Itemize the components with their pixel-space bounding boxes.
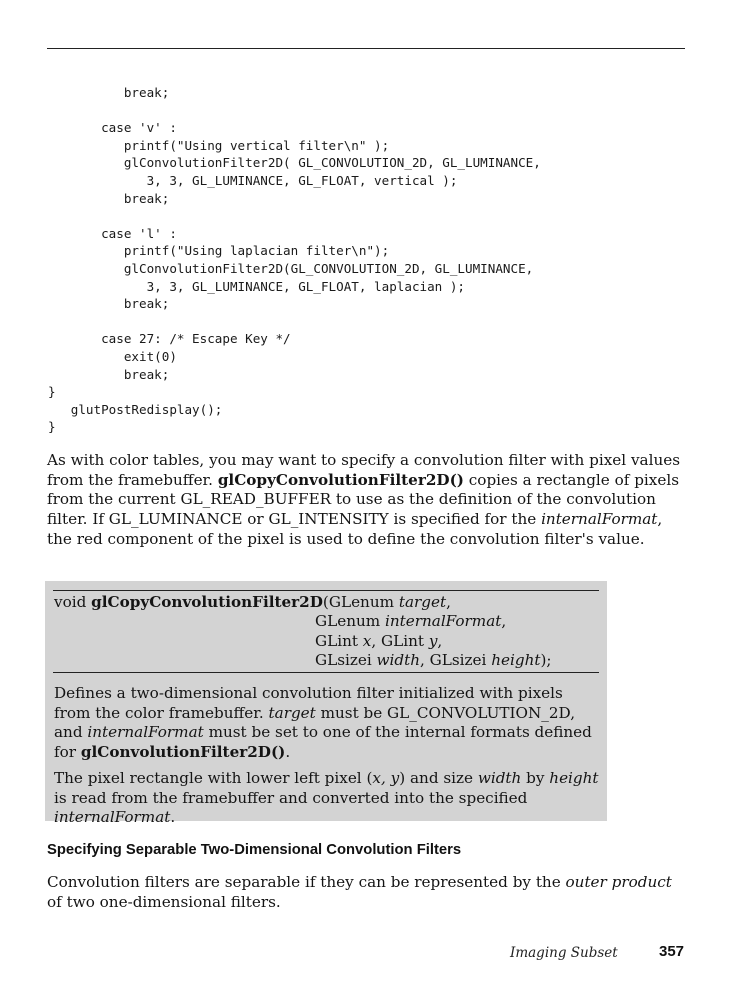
parameter-name: target <box>268 703 316 722</box>
function-description <box>54 769 602 828</box>
parameter-name: x <box>362 631 372 650</box>
code-line: glutPostRedisplay(); <box>48 401 223 417</box>
punctuation: , <box>501 612 507 631</box>
description-text: The pixel rectangle with lower left pixel ( <box>54 769 373 787</box>
box-top-rule <box>53 590 599 591</box>
punctuation: . <box>285 743 291 762</box>
function-description <box>54 684 602 763</box>
param-type: GLsizei <box>315 651 377 670</box>
intro-text: , the red component of the pixel is used to define the convolution filter's value. <box>47 510 663 548</box>
param-type: GLint <box>315 631 363 650</box>
code-line: } <box>48 419 56 435</box>
function-reference-box <box>45 581 607 827</box>
param-type: (GLenum <box>322 593 399 611</box>
function-name: glCopyConvolutionFilter2D() <box>217 470 464 489</box>
description-text: Defines a two-dimensional convolution filter initialized with pixels from the color framebuffer. <box>54 684 563 722</box>
signature-line <box>54 593 451 611</box>
code-line: printf("Using vertical filter\n" ); <box>48 137 390 153</box>
parameter-name: width <box>477 769 522 787</box>
code-line: printf("Using laplacian filter\n"); <box>48 243 390 259</box>
parameter-name: height <box>549 769 599 787</box>
code-line: glConvolutionFilter2D( GL_CONVOLUTION_2D, GL_LUMINANCE, <box>48 155 541 171</box>
section-heading: Specifying Separable Two-Dimensional Convolution Filters <box>47 842 462 858</box>
parameter-name: internalFormat <box>54 808 171 827</box>
punctuation: , <box>437 631 443 650</box>
description-text: must be GL_CONVOLUTION_2D, and <box>54 703 576 742</box>
intro-paragraph <box>47 451 687 550</box>
code-line: case 27: /* Escape Key */ <box>48 331 291 347</box>
parameter-name: y <box>428 631 438 650</box>
outro-text: of two one-dimensional filters. <box>47 892 281 911</box>
param-type: , GLint <box>371 631 429 650</box>
parameter-name: internalFormat <box>87 723 204 742</box>
code-line: case 'l' : <box>48 225 177 241</box>
description-text: must be set to one of the internal formats defined for <box>54 723 592 762</box>
outro-text: Convolution filters are separable if they can be represented by the <box>47 873 566 891</box>
outro-paragraph <box>47 873 687 912</box>
intro-text: As with color tables, you may want to specify a convolution filter with pixel values from the framebuffer. <box>47 451 681 489</box>
term: outer product <box>565 873 672 891</box>
code-line: break; <box>48 190 170 206</box>
code-line: } <box>48 384 56 400</box>
footer-section-title: Imaging Subset <box>510 945 618 961</box>
punctuation: . <box>170 808 176 827</box>
description-text: by <box>521 769 550 787</box>
code-line: glConvolutionFilter2D(GL_CONVOLUTION_2D, GL_LUMINANCE, <box>48 260 534 276</box>
parameter-name: target <box>398 593 447 611</box>
signature-line <box>54 632 552 651</box>
intro-text: copies a rectangle of pixels from the current GL_READ_BUFFER to use as the definition of the convolution filter. If GL_LUMINANCE or GL_INTENSITY is specified for the <box>47 470 679 529</box>
code-line: break; <box>48 296 170 312</box>
code-line: exit(0) <box>48 348 177 364</box>
function-name: glConvolutionFilter2D() <box>80 743 286 762</box>
description-text: ) and size <box>399 769 478 787</box>
header-rule <box>47 48 685 49</box>
parameter-name: width <box>376 651 421 670</box>
parameter-name: x, y <box>372 769 400 787</box>
description-text: is read from the framebuffer and converted into the specified <box>54 788 528 807</box>
punctuation: , <box>446 593 451 611</box>
page-number: 357 <box>659 943 685 960</box>
signature-line <box>54 612 552 631</box>
box-middle-rule <box>53 672 599 673</box>
code-line: 3, 3, GL_LUMINANCE, GL_FLOAT, laplacian ); <box>48 278 466 294</box>
param-type: , GLsizei <box>420 651 492 670</box>
function-name: glCopyConvolutionFilter2D <box>91 593 323 611</box>
return-type: void <box>54 593 92 611</box>
signature-line <box>54 651 552 670</box>
param-type: GLenum <box>315 612 385 631</box>
code-listing <box>48 84 541 436</box>
punctuation: ); <box>540 651 552 670</box>
code-line: case 'v' : <box>48 120 177 136</box>
function-signature <box>54 593 552 671</box>
parameter-name: internalFormat <box>385 612 502 631</box>
parameter-name: height <box>491 651 541 670</box>
parameter-name: internalFormat <box>541 510 658 529</box>
code-line: break; <box>48 366 170 382</box>
code-line: 3, 3, GL_LUMINANCE, GL_FLOAT, vertical ); <box>48 172 458 188</box>
code-line: break; <box>48 85 170 100</box>
